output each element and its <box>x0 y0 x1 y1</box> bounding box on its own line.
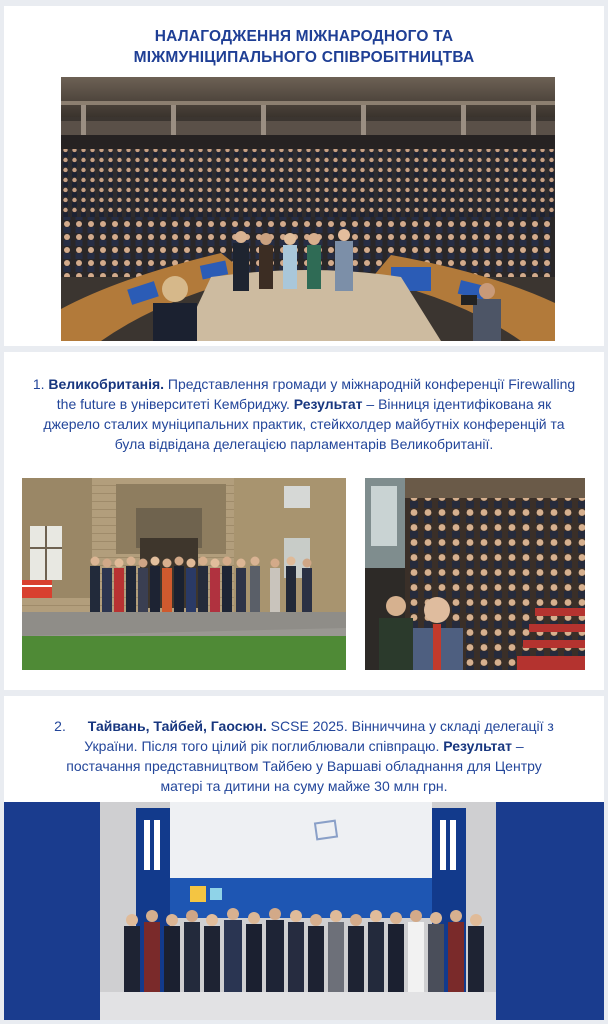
taiwan-result-label: Результат <box>443 738 513 754</box>
taiwan-description <box>12 716 596 796</box>
taiwan-conference-photo <box>4 802 604 1020</box>
page-title <box>4 26 604 68</box>
uk-country: Великобританія. <box>48 376 165 392</box>
taiwan-country: Тайвань, Тайбей, Гаосюн. <box>87 718 267 734</box>
taiwan-number: 2. <box>54 718 66 734</box>
taiwan-section-panel <box>4 696 604 1020</box>
uk-line3: джерело сталих муніципальних практик, стейкхолдер майбутніх конференцій та <box>43 416 565 432</box>
cambridge-courtyard-photo <box>22 478 346 670</box>
taiwan-line2b: – <box>512 738 524 754</box>
parliament-hall-photo <box>61 77 555 341</box>
taiwan-line2a: України. Після того цілий рік поглиблювали співпрацю. <box>84 738 440 754</box>
uk-result-label: Результат <box>293 396 363 412</box>
uk-line2a: the future в університеті Кембриджу. <box>56 396 290 412</box>
title-line-2: МІЖМУНІЦИПАЛЬНОГО СПІВРОБІТНИЦТВА <box>133 49 475 66</box>
intro-panel <box>4 6 604 346</box>
taiwan-line4: матері та дитини на суму майже 30 млн грн. <box>160 778 448 794</box>
taiwan-line3: постачання представництвом Тайбею у Варшаві обладнання для Центру <box>66 758 542 774</box>
title-line-1: НАЛАГОДЖЕННЯ МІЖНАРОДНОГО ТА <box>154 28 454 45</box>
taiwan-line1: SCSE 2025. Вінниччина у складі делегації з <box>266 718 554 734</box>
conference-audience-photo <box>365 478 585 670</box>
uk-line1: Представлення громади у міжнародній конференції Firewalling <box>164 376 576 392</box>
uk-description <box>12 374 596 454</box>
uk-section-panel <box>4 352 604 690</box>
uk-line4: була відвідана делегацією парламентарів Великобританії. <box>114 436 494 452</box>
uk-line2b: – Вінниця ідентифікована як <box>362 396 552 412</box>
uk-number: 1. <box>32 376 45 392</box>
